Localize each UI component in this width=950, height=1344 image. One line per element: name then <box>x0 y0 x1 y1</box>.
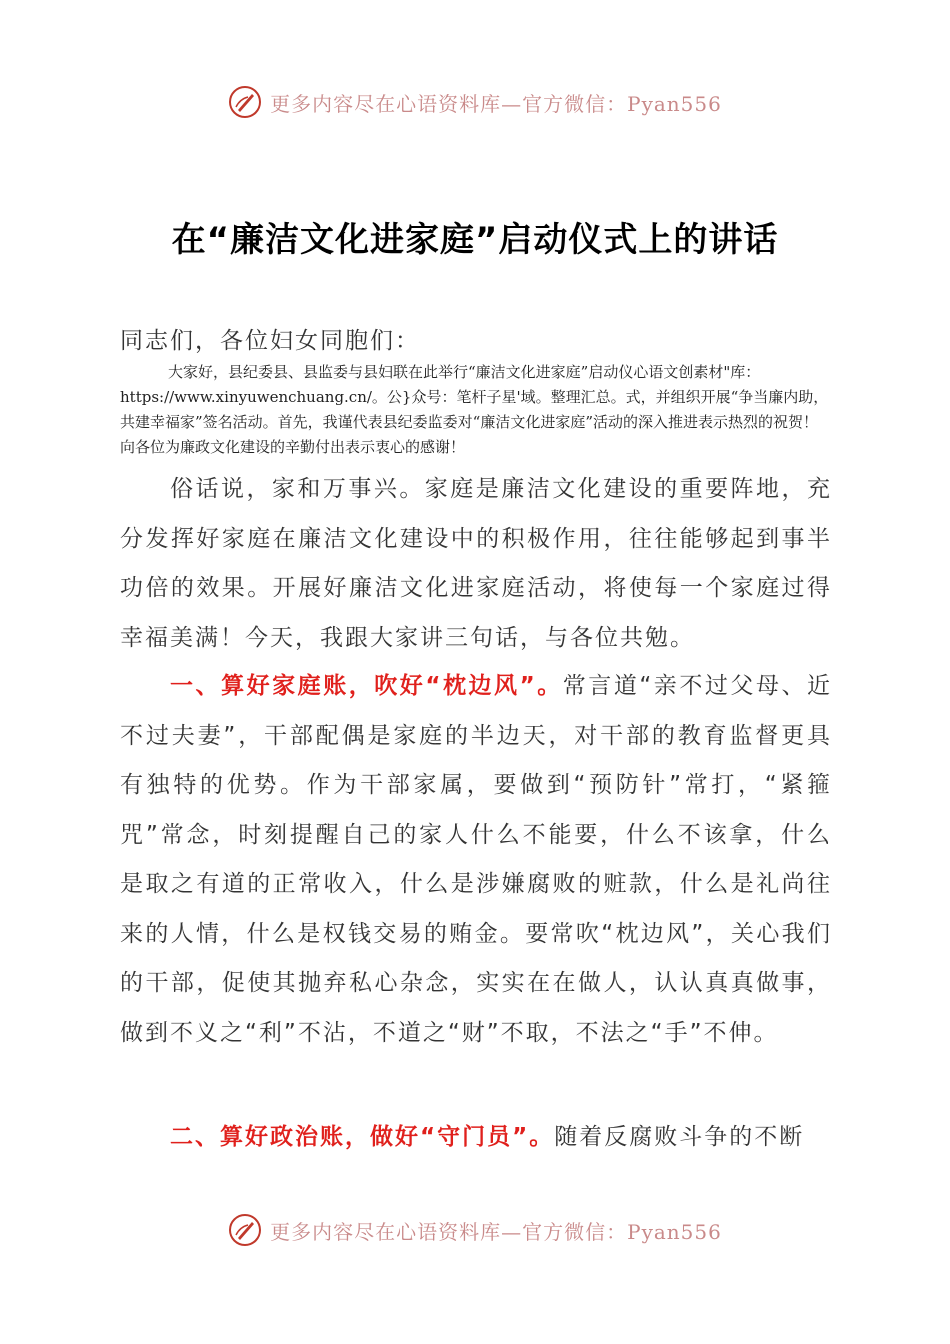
paragraph-2-text: 常言道“亲不过父母、近不过夫妻”，干部配偶是家庭的半边天，对干部的教育监督更具有独特的优势。作为干部家属，要做到“预防针”常打，“紧箍咒”常念，时刻提醒自己的家人什么不能要，什么不该拿，什么是取之有道的正常收入，什么是涉嫌腐败的赃款，什么是礼尚往来的人情，什么是权钱交易的贿金。要常吹“枕边风”，关心我们的干部，促使其抛弃私心杂念，实实在在做人，认认真真做事，做到不义之“利”不沾，不道之“财”不取，不法之“手”不伸。 <box>120 673 833 1046</box>
salutation: 同志们，各位妇女同胞们： <box>120 328 420 354</box>
paragraph-1: 俗话说，家和万事兴。家庭是廉洁文化建设的重要阵地，充分发挥好家庭在廉洁文化建设中的积极作用，往往能够起到事半功倍的效果。开展好廉洁文化进家庭活动，将使每一个家庭过得幸福美满！今天，我跟大家讲三句话，与各位共勉。 <box>120 476 832 651</box>
banner-label: 更多内容尽在心语资料库—官方微信： <box>270 1219 628 1244</box>
header-banner <box>0 82 950 122</box>
banner-wechat-id: Pyan556 <box>627 1219 722 1244</box>
banner-text <box>270 88 722 117</box>
intro-paragraph: 大家好，县纪委县、县监委与县妇联在此举行“廉洁文化进家庭”启动仪心语文创素材"库：https://www.xinyuwenchuang.cn/。公}众号：笔杆子星'域。整理汇总。式，并组织开展“争当廉内助，共建幸福家”签名活动。首先，我谨代表县纪委监委对“廉洁文化进家庭”活动的深入推进表示热烈的祝贺！向各位为廉政文化建设的辛勤付出表示衷心的感谢！ <box>120 363 829 456</box>
paragraph-3-text: 随着反腐败斗争的不断 <box>554 1124 805 1150</box>
banner-label: 更多内容尽在心语资料库—官方微信： <box>270 91 628 116</box>
paragraph-2 <box>120 662 832 1058</box>
quill-logo-icon <box>228 85 262 119</box>
section-heading-2: 二、算好政治账，做好“守门员”。 <box>170 1124 555 1150</box>
quill-logo-icon <box>228 1213 262 1247</box>
banner-text <box>270 1216 722 1245</box>
paragraph-3 <box>120 1113 832 1163</box>
section-heading-1: 一、算好家庭账，吹好“枕边风”。 <box>170 673 563 699</box>
document-title: 在“廉洁文化进家庭”启动仪式上的讲话 <box>171 220 779 260</box>
footer-banner <box>0 1210 950 1250</box>
banner-wechat-id: Pyan556 <box>627 91 722 116</box>
